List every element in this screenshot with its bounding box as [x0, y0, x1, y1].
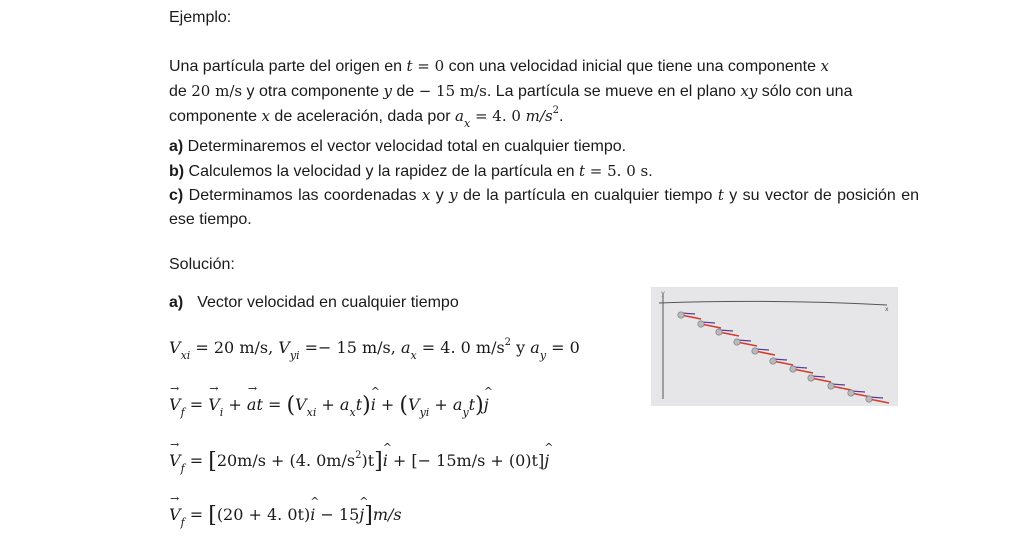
particle-position: [866, 396, 872, 402]
sym: a: [400, 338, 411, 357]
op: =: [184, 505, 209, 524]
item-text: y su vector de posición en ese tiempo.: [169, 187, 920, 228]
sym: t: [355, 395, 363, 414]
x-axis-label: x: [885, 306, 889, 313]
unit-j: ^ j: [544, 451, 549, 470]
expr: 20m/s + (4. 0m/s: [216, 451, 356, 470]
expr: + [− 15m/s + (0)t]: [387, 451, 545, 470]
heading-ejemplo: Ejemplo:: [169, 9, 232, 26]
text: componente: [169, 108, 262, 125]
text: de: [392, 83, 419, 100]
text: Una partícula parte del origen en: [169, 58, 407, 75]
val: y: [511, 338, 531, 357]
bracket: [: [208, 503, 217, 528]
op: =: [184, 395, 209, 414]
part-text: Vector velocidad en cualquier tiempo: [197, 294, 459, 311]
unit-i: ^ i: [383, 451, 388, 470]
paren: ): [475, 393, 484, 418]
expr: (20 + 4. 0t): [216, 505, 311, 524]
var-t: t: [406, 57, 413, 75]
item-text: de la partícula en cualquier tiempo: [457, 187, 718, 204]
particle-position: [790, 366, 796, 372]
text: .: [648, 163, 653, 180]
sym: V: [408, 395, 420, 414]
sup: 2: [552, 105, 560, 116]
item-label: a): [169, 138, 184, 155]
bracket: ]: [364, 503, 373, 528]
op: +: [429, 395, 453, 414]
val: = 0: [546, 338, 580, 357]
item-text: Determinamos las coordenadas: [183, 187, 422, 204]
val: = 4. 0: [470, 107, 526, 125]
val: = 20 m/s,: [190, 338, 279, 357]
text: de: [169, 83, 192, 100]
trajectory-figure: [651, 287, 898, 406]
sym: a: [452, 395, 463, 414]
text: sólo con una: [757, 83, 853, 100]
equation-velocity-final: [169, 501, 402, 529]
var-xy: xy: [740, 82, 758, 100]
particle-position: [770, 358, 776, 364]
sub: f: [180, 462, 185, 475]
item-a: [169, 135, 919, 159]
particle-position: [734, 339, 740, 345]
text: y: [430, 187, 450, 204]
unit-j: ^ j: [359, 505, 364, 524]
op: +: [223, 395, 247, 414]
sub: x: [463, 117, 471, 130]
vec-v: → V: [169, 451, 181, 470]
sym: t: [256, 395, 263, 414]
sym: V: [169, 338, 181, 357]
text: y otra componente: [242, 83, 384, 100]
op: +: [375, 395, 400, 414]
sym: a: [339, 395, 350, 414]
particle-position: [848, 390, 854, 396]
particle-position: [828, 383, 834, 389]
var-t: t: [579, 162, 586, 180]
paren: (: [286, 393, 296, 418]
text: .: [559, 108, 564, 125]
var-t: t: [717, 186, 724, 204]
bracket: ]: [374, 449, 383, 474]
sup: 2: [504, 337, 512, 348]
op: =: [262, 395, 287, 414]
y-axis-label: y: [661, 290, 665, 297]
unit-i: ^ i: [310, 505, 315, 524]
var-x: x: [820, 57, 829, 75]
var-y: y: [383, 82, 392, 100]
particle-position: [698, 321, 704, 327]
vec-v: → V: [169, 505, 181, 524]
sup: 2: [355, 450, 362, 461]
val: =− 15 m/s,: [299, 338, 401, 357]
solution-heading: Solución:: [169, 256, 235, 273]
particle-position: [678, 312, 684, 318]
particle-position: [752, 348, 758, 354]
item-text: Determinaremos el vector velocidad total en cualquier tiempo.: [183, 138, 627, 155]
text: con una velocidad inicial que tiene una componente: [444, 58, 821, 75]
sub: f: [180, 516, 185, 529]
particle-position: [808, 375, 814, 381]
equation-velocity-general: [169, 391, 489, 419]
sym: t: [468, 395, 476, 414]
equation-initial-values: [169, 337, 580, 362]
text: de aceleración, dada por: [269, 108, 455, 125]
sub: x: [349, 406, 356, 419]
paren: ): [362, 393, 371, 418]
sym: a: [530, 338, 540, 357]
unit: m/s: [372, 505, 402, 524]
var-a: a: [455, 107, 464, 125]
sub: f: [180, 406, 185, 419]
vec-a: → a: [247, 395, 257, 414]
sym: V: [278, 338, 290, 357]
part-label: a): [169, 294, 184, 311]
unit-i: ^ i: [371, 395, 376, 414]
var-x: x: [261, 107, 270, 125]
val: 20 m/s: [191, 82, 243, 100]
unit-j: ^ j: [484, 395, 489, 414]
item-label: c): [169, 187, 184, 204]
val: = 4. 0 m/s: [416, 338, 505, 357]
sub: y: [539, 349, 547, 362]
val: = 5. 0 s: [585, 162, 649, 180]
text: . La partícula se mueve en el plano: [486, 83, 741, 100]
vec-v: → V: [169, 395, 181, 414]
item-b: [169, 159, 919, 184]
var-y: y: [449, 186, 458, 204]
paren: (: [399, 393, 409, 418]
op: +: [316, 395, 340, 414]
expr: − 15: [315, 505, 360, 524]
sub: x: [410, 349, 417, 362]
problem-statement: [169, 54, 919, 131]
val: − 15 m/s: [418, 82, 487, 100]
sub: yi: [289, 349, 300, 362]
equation-velocity-substituted: [169, 447, 550, 475]
item-c: [169, 183, 919, 232]
sub: xi: [306, 406, 317, 419]
sub: xi: [180, 349, 191, 362]
val: = 0: [412, 57, 445, 75]
expr: )t: [361, 451, 375, 470]
particle-position: [716, 329, 722, 335]
op: =: [184, 451, 209, 470]
sub: yi: [419, 406, 430, 419]
figure-background: [651, 287, 898, 406]
sym: V: [295, 395, 307, 414]
vec-v: → V: [208, 395, 220, 414]
sub: i: [219, 406, 224, 419]
var-x: x: [421, 186, 431, 204]
item-text: Calculemos la velocidad y la rapidez de la partícula en: [184, 163, 579, 180]
item-label: b): [169, 163, 185, 180]
unit: m/s: [525, 107, 553, 125]
sub: y: [462, 406, 469, 419]
bracket: [: [208, 449, 217, 474]
